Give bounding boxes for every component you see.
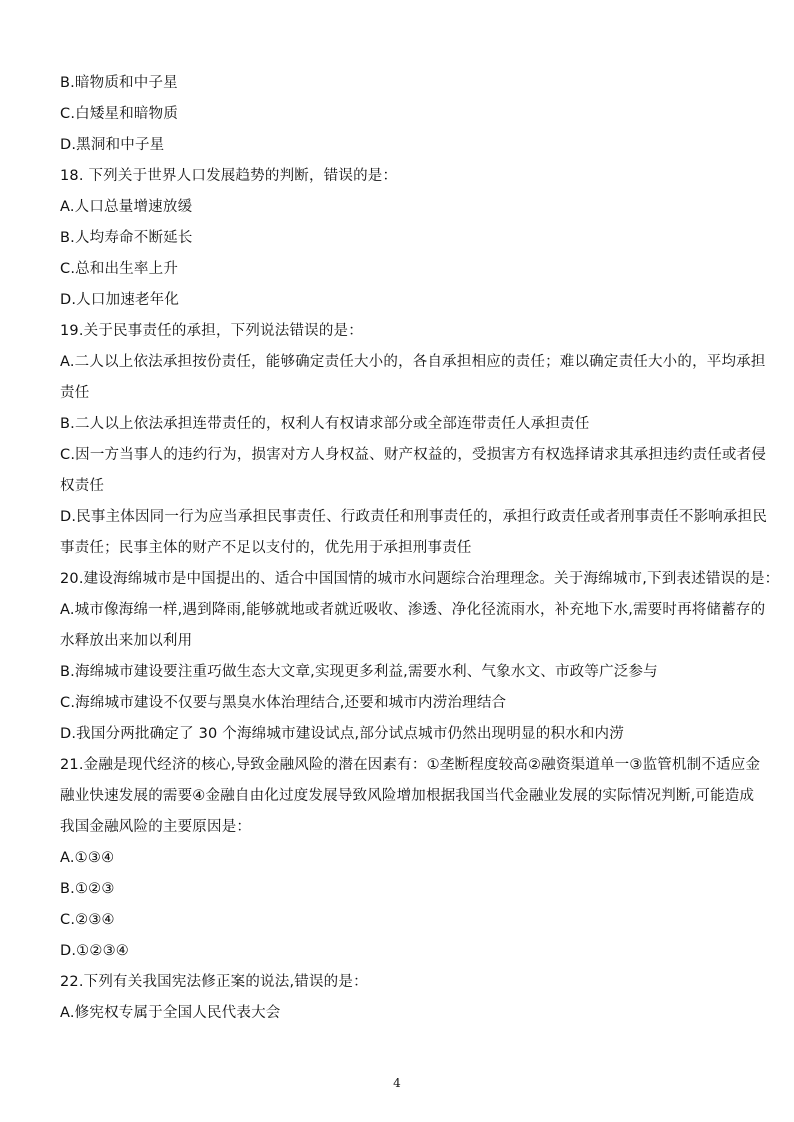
option-21-a: A.①③④ — [60, 850, 115, 866]
option-20-a-cont: 水释放出来加以利用 — [60, 633, 193, 649]
option-18-d: D.人口加速老年化 — [60, 292, 180, 308]
option-19-b: B.二人以上依法承担连带责任的，权利人有权请求部分或全部连带责任人承担责任 — [60, 416, 590, 432]
question-20: 20.建设海绵城市是中国提出的、适合中国国情的城市水问题综合治理理念。关于海绵城市,下到表述错误的是： — [60, 571, 780, 587]
option-18-a: A.人口总量增速放缓 — [60, 199, 193, 215]
option-18-c: C.总和出生率上升 — [60, 261, 179, 277]
page-number: 4 — [393, 1076, 401, 1090]
option-17-b: B.暗物质和中子星 — [60, 75, 178, 91]
option-19-c-cont: 权责任 — [60, 478, 105, 494]
option-18-b: B.人均寿命不断延长 — [60, 230, 193, 246]
option-21-c: C.②③④ — [60, 912, 115, 928]
question-21-cont-2: 我国金融风险的主要原因是： — [60, 819, 252, 835]
option-19-d: D.民事主体因同一行为应当承担民事责任、行政责任和刑事责任的，承担行政责任或者刑事责任不影响承担民 — [60, 509, 768, 525]
question-18: 18. 下列关于世界人口发展趋势的判断，错误的是： — [60, 168, 398, 184]
question-19: 19.关于民事责任的承担，下列说法错误的是： — [60, 323, 363, 339]
option-17-c: C.白矮星和暗物质 — [60, 106, 179, 122]
option-20-c: C.海绵城市建设不仅要与黑臭水体治理结合,还要和城市内涝治理结合 — [60, 695, 507, 711]
document-body — [60, 68, 780, 1029]
option-20-d: D.我国分两批确定了 30 个海绵城市建设试点,部分试点城市仍然出现明显的积水和内涝 — [60, 726, 624, 742]
question-22: 22.下列有关我国宪法修正案的说法,错误的是： — [60, 974, 368, 990]
option-21-b: B.①②③ — [60, 881, 115, 897]
option-17-d: D.黑洞和中子星 — [60, 137, 165, 153]
option-20-a: A.城市像海绵一样,遇到降雨,能够就地或者就近吸收、渗透、净化径流雨水，补充地下水,需要时再将储蓄存的 — [60, 602, 766, 618]
option-21-d: D.①②③④ — [60, 943, 129, 959]
question-21-cont: 融业快速发展的需要④金融自由化过度发展导致风险增加根据我国当代金融业发展的实际情况判断,可能造成 — [60, 788, 755, 804]
option-19-a-cont: 责任 — [60, 385, 90, 401]
option-19-c: C.因一方当事人的违约行为，损害对方人身权益、财产权益的，受损害方有权选择请求其承担违约责任或者侵 — [60, 447, 767, 463]
option-19-a: A.二人以上依法承担按份责任，能够确定责任大小的，各自承担相应的责任；难以确定责任大小的，平均承担 — [60, 354, 766, 370]
option-22-a: A.修宪权专属于全国人民代表大会 — [60, 1005, 281, 1021]
option-20-b: B.海绵城市建设要注重巧做生态大文章,实现更多利益,需要水利、气象水文、市政等广泛参与 — [60, 664, 658, 680]
question-21: 21.金融是现代经济的核心,导致金融风险的潜在因素有：①垄断程度较高②融资渠道单一③监管机制不适应金 — [60, 757, 761, 773]
option-19-d-cont: 事责任；民事主体的财产不足以支付的，优先用于承担刑事责任 — [60, 540, 472, 556]
